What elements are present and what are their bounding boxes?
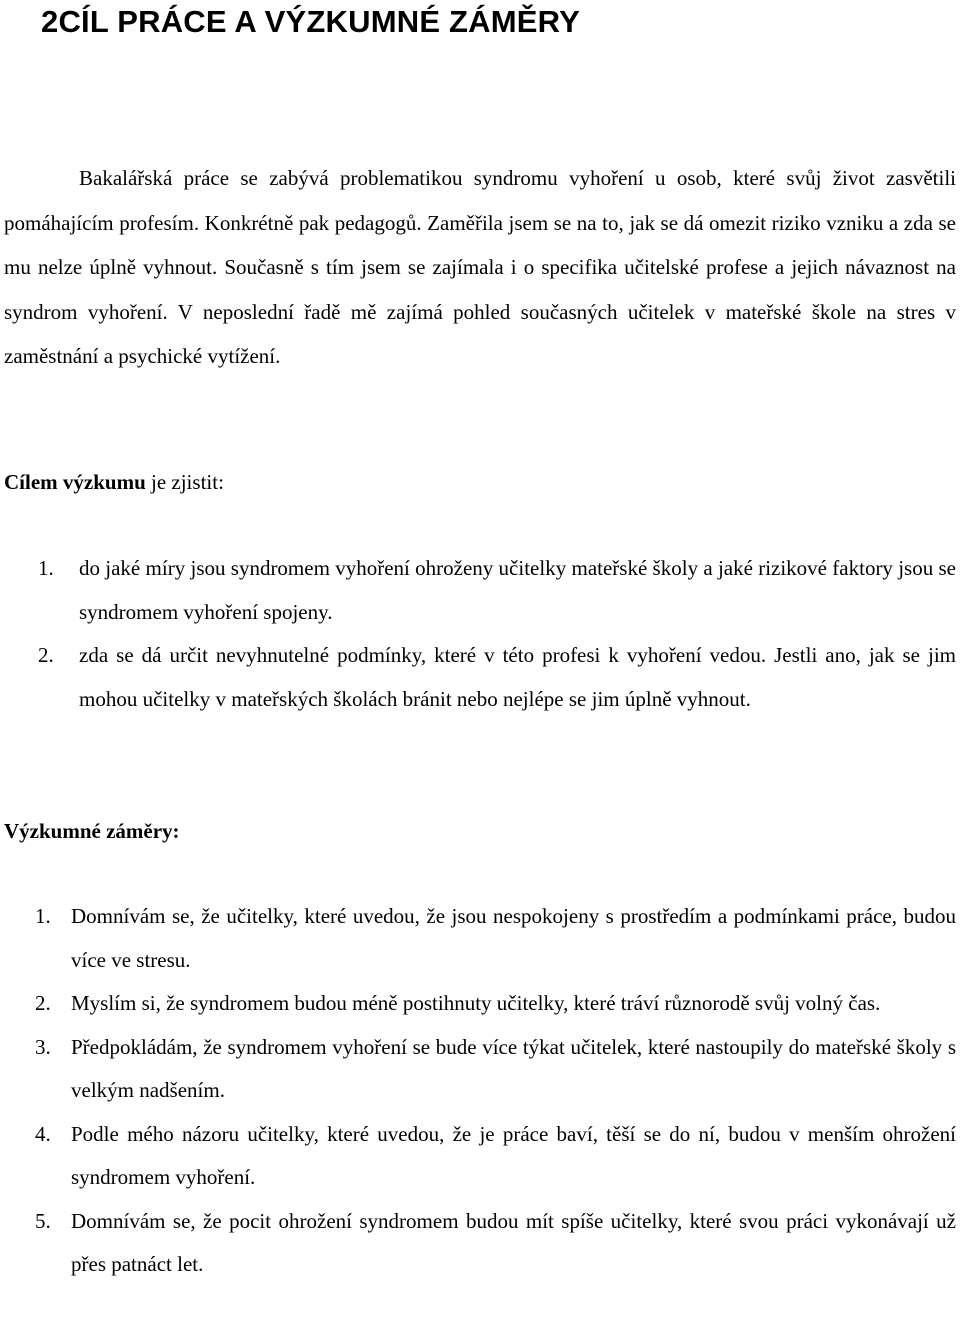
list-number: 5. bbox=[35, 1208, 51, 1233]
goals-list bbox=[38, 547, 956, 721]
list-number: 3. bbox=[35, 1034, 51, 1059]
list-item bbox=[35, 1113, 956, 1200]
list-number: 1. bbox=[35, 904, 51, 928]
list-item-text: Podle mého názoru učitelky, které uvedou, že je práce baví, těší se do ní, budou v menším ohrožení syndromem vyhoření. bbox=[71, 1121, 956, 1189]
hypotheses-heading bbox=[4, 816, 180, 846]
hypotheses-heading-text: Výzkumné záměry: bbox=[4, 819, 180, 843]
list-item bbox=[35, 1026, 956, 1113]
list-item-text: Domnívám se, že učitelky, které uvedou, že jsou nespokojeny s prostředím a podmínkami práce, budou více ve stresu. bbox=[71, 904, 956, 972]
hypotheses-list bbox=[35, 895, 956, 1287]
goals-heading-rest: je zjistit: bbox=[145, 470, 224, 494]
list-item bbox=[38, 634, 956, 721]
list-item-text: do jaké míry jsou syndromem vyhoření ohroženy učitelky mateřské školy a jaké rizikové faktory jsou se syndromem vyhoření spojeny. bbox=[79, 556, 956, 624]
list-number: 2. bbox=[35, 991, 51, 1015]
list-item-text: zda se dá určit nevyhnutelné podmínky, které v této profesi k vyhoření vedou. Jestli ano, jak se jim mohou učitelky v mateřských školách bránit nebo nejlépe se jim úplně vyhnout. bbox=[79, 643, 956, 711]
list-item bbox=[35, 895, 956, 982]
list-item bbox=[38, 547, 956, 634]
intro-text: Bakalářská práce se zabývá problematikou syndromu vyhoření u osob, které svůj život zasvětili pomáhajícím profesím. Konkrétně pak pedagogů. Zaměřila jsem se na to, jak se dá omezit riziko vzniku a zda se mu nelze úplně vyhnout. Současně s tím jsem se zajímala i o specifika učitelské profese a jejich návaznost na syndrom vyhoření. V neposlední řadě mě zajímá pohled současných učitelek v mateřské škole na stres v zaměstnání a psychické vytížení. bbox=[4, 166, 956, 368]
goals-heading bbox=[4, 467, 224, 497]
list-number: 4. bbox=[35, 1121, 51, 1146]
list-item bbox=[35, 982, 956, 1026]
list-item-text: Předpokládám, že syndromem vyhoření se bude více týkat učitelek, které nastoupily do mateřské školy s velkým nadšením. bbox=[71, 1034, 956, 1102]
list-number: 2. bbox=[38, 643, 54, 667]
list-item-text: Domnívám se, že pocit ohrožení syndromem budou mít spíše učitelky, které svou práci vykonávají už přes patnáct let. bbox=[71, 1208, 956, 1276]
intro-paragraph bbox=[4, 156, 956, 379]
list-item-text: Myslím si, že syndromem budou méně postihnuty učitelky, které tráví různorodě svůj volný čas. bbox=[71, 991, 881, 1015]
list-number: 1. bbox=[38, 556, 54, 580]
list-item bbox=[35, 1200, 956, 1287]
goals-heading-bold: Cílem výzkumu bbox=[4, 470, 146, 494]
chapter-heading: 2CÍL PRÁCE A VÝZKUMNÉ ZÁMĚRY bbox=[41, 4, 580, 39]
